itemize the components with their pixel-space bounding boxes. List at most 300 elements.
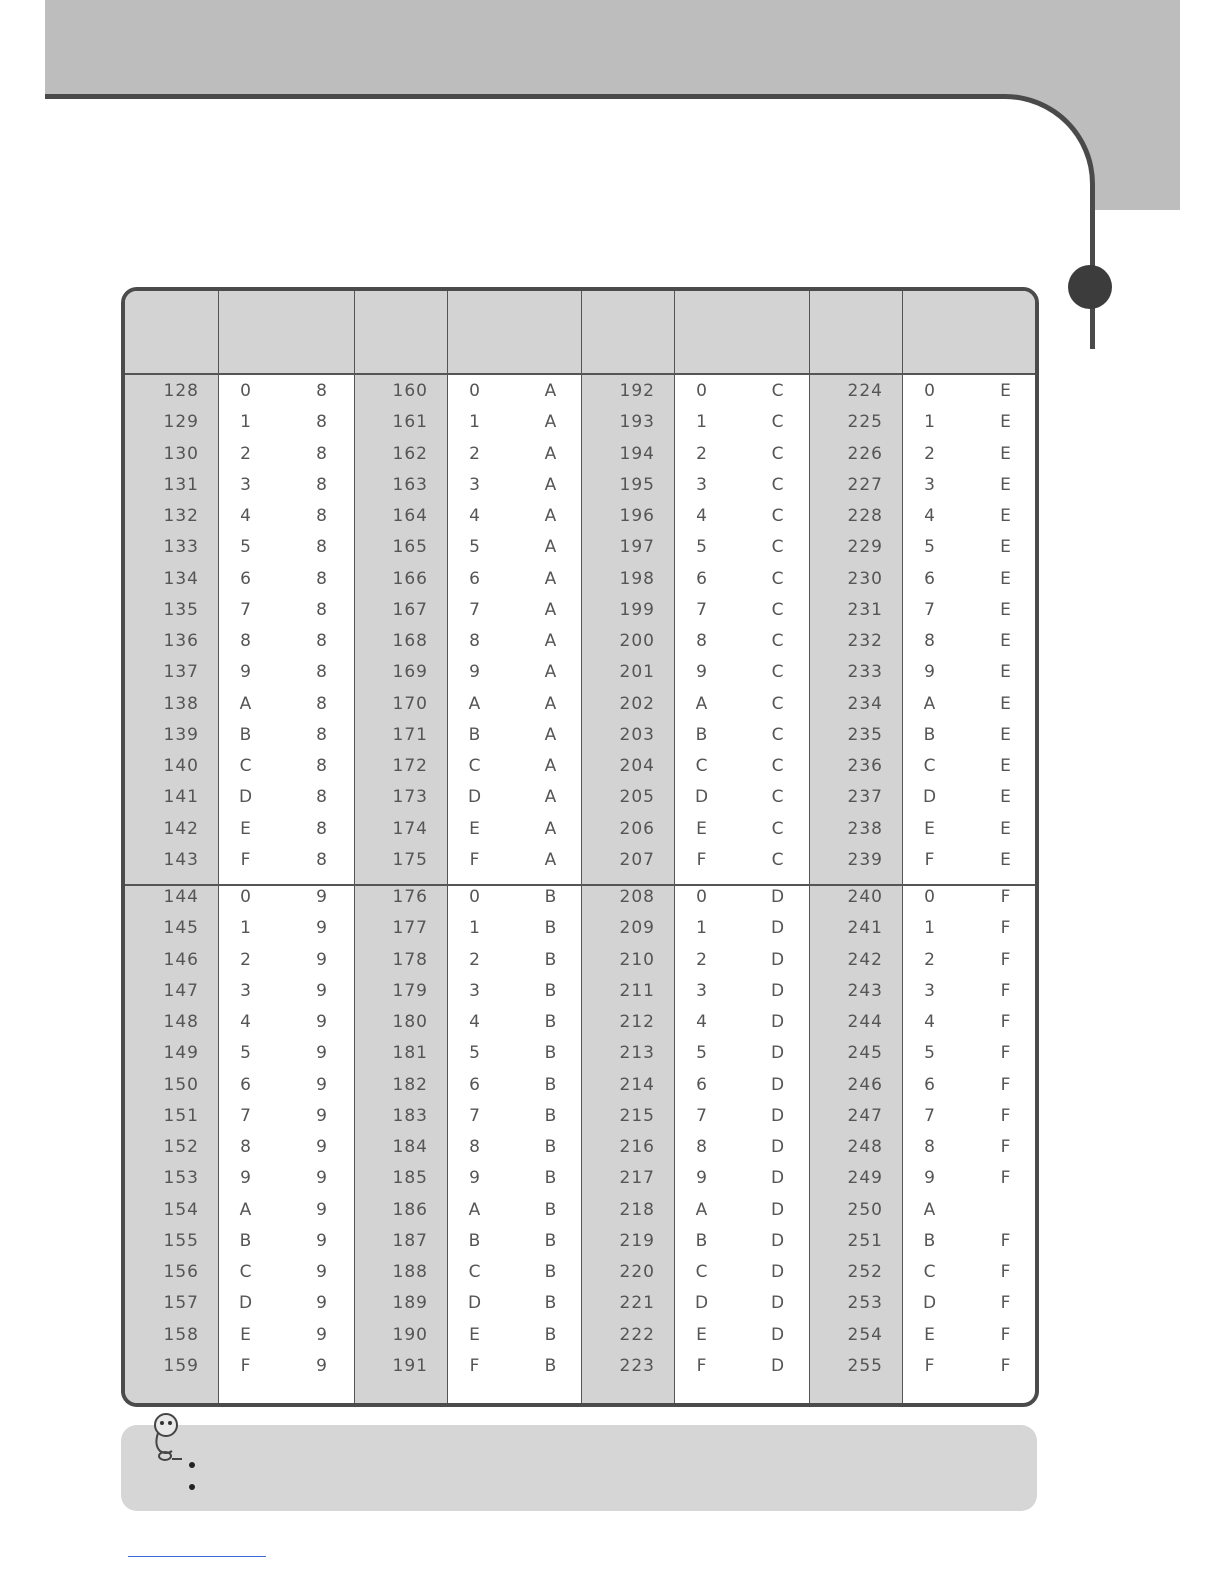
decimal-cell: 182 bbox=[392, 1074, 428, 1095]
decimal-cell: 252 bbox=[847, 1262, 883, 1282]
decimal-cell: 137 bbox=[163, 662, 199, 683]
decimal-cell: 195 bbox=[619, 474, 655, 495]
hex-cell: 6 bbox=[696, 1074, 708, 1095]
hex-cell: D bbox=[694, 1293, 710, 1314]
hex-cell: B bbox=[239, 1230, 253, 1251]
decimal-cell: 206 bbox=[619, 818, 655, 839]
hex-cell: A bbox=[923, 693, 937, 714]
hex-cell: 8 bbox=[316, 662, 328, 683]
hex-cell: 8 bbox=[696, 631, 708, 651]
hex-cell: E bbox=[1000, 599, 1012, 620]
hex-cell: C bbox=[771, 631, 785, 651]
hex-cell: B bbox=[544, 1168, 558, 1189]
decimal-cell: 242 bbox=[847, 949, 883, 970]
column-divider bbox=[902, 291, 903, 1403]
hex-cell: D bbox=[770, 918, 786, 939]
decimal-cell: 173 bbox=[392, 787, 428, 808]
decimal-cell: 142 bbox=[163, 818, 199, 839]
hex-cell: 7 bbox=[924, 599, 936, 620]
note-bullet bbox=[189, 1462, 195, 1468]
decimal-cell: 198 bbox=[619, 568, 655, 589]
hex-cell: E bbox=[1000, 849, 1012, 870]
hex-cell: 8 bbox=[469, 1137, 481, 1157]
hex-cell: F bbox=[1000, 1105, 1012, 1126]
decimal-cell: 226 bbox=[847, 443, 883, 464]
hex-cell: 9 bbox=[316, 1012, 328, 1032]
hex-cell: A bbox=[544, 506, 558, 526]
decimal-cell: 218 bbox=[619, 1199, 655, 1220]
decimal-cell: 188 bbox=[392, 1262, 428, 1282]
hex-cell: F bbox=[1000, 1043, 1012, 1064]
decimal-cell: 236 bbox=[847, 756, 883, 776]
hex-cell: F bbox=[1000, 1230, 1012, 1251]
hex-cell: 9 bbox=[924, 662, 936, 683]
hex-cell: 1 bbox=[240, 918, 252, 939]
hex-cell: 8 bbox=[316, 506, 328, 526]
decimal-cell: 224 bbox=[847, 381, 883, 401]
header-divider bbox=[447, 291, 448, 373]
hex-cell: C bbox=[771, 662, 785, 683]
hex-cell: 9 bbox=[316, 1137, 328, 1157]
hex-cell: F bbox=[240, 849, 252, 870]
decimal-cell: 187 bbox=[392, 1230, 428, 1251]
hex-cell: 7 bbox=[696, 1105, 708, 1126]
hex-cell: C bbox=[239, 1262, 253, 1282]
decimal-cell: 232 bbox=[847, 631, 883, 651]
decimal-cell: 201 bbox=[619, 662, 655, 683]
hex-cell: C bbox=[771, 412, 785, 433]
decimal-cell: 249 bbox=[847, 1168, 883, 1189]
hex-cell: 9 bbox=[316, 1230, 328, 1251]
decimal-cell: 248 bbox=[847, 1137, 883, 1157]
hex-cell: C bbox=[771, 756, 785, 776]
hex-cell: 5 bbox=[469, 537, 481, 558]
footer-line bbox=[128, 1556, 266, 1557]
hex-cell: D bbox=[770, 1043, 786, 1064]
hex-cell: 0 bbox=[924, 887, 936, 907]
hex-cell: A bbox=[695, 693, 709, 714]
decimal-cell: 128 bbox=[163, 381, 199, 401]
decimal-cell: 219 bbox=[619, 1230, 655, 1251]
column-divider bbox=[674, 291, 675, 1403]
hex-cell: A bbox=[239, 693, 253, 714]
hex-cell: A bbox=[544, 756, 558, 776]
decimal-cell: 156 bbox=[163, 1262, 199, 1282]
hex-cell: 9 bbox=[696, 662, 708, 683]
decimal-cell: 227 bbox=[847, 474, 883, 495]
decimal-cell: 217 bbox=[619, 1168, 655, 1189]
hex-cell: D bbox=[694, 787, 710, 808]
decimal-cell: 216 bbox=[619, 1137, 655, 1157]
decimal-cell: 135 bbox=[163, 599, 199, 620]
mid-rule bbox=[125, 884, 1035, 886]
hex-cell: E bbox=[1000, 568, 1012, 589]
decimal-cell: 134 bbox=[163, 568, 199, 589]
hex-cell: D bbox=[770, 980, 786, 1001]
hex-cell: F bbox=[1000, 1262, 1012, 1282]
hex-cell: B bbox=[544, 1105, 558, 1126]
mascot-icon bbox=[146, 1411, 186, 1471]
hex-cell: C bbox=[771, 443, 785, 464]
hex-cell: 0 bbox=[696, 381, 708, 401]
decimal-cell: 181 bbox=[392, 1043, 428, 1064]
hex-cell: F bbox=[1000, 1355, 1012, 1376]
decimal-cell: 213 bbox=[619, 1043, 655, 1064]
hex-cell: 8 bbox=[316, 381, 328, 401]
decimal-cell: 144 bbox=[163, 887, 199, 907]
hex-cell: 1 bbox=[696, 412, 708, 433]
hex-cell: F bbox=[240, 1355, 252, 1376]
chapter-dot bbox=[1068, 265, 1112, 309]
hex-cell: 8 bbox=[924, 1137, 936, 1157]
hex-cell: C bbox=[923, 1262, 937, 1282]
decimal-cell: 253 bbox=[847, 1293, 883, 1314]
hex-cell: 1 bbox=[924, 918, 936, 939]
hex-cell: D bbox=[770, 1168, 786, 1189]
code-table bbox=[121, 287, 1039, 1407]
decimal-cell: 211 bbox=[619, 980, 655, 1001]
decimal-cell: 208 bbox=[619, 887, 655, 907]
hex-cell: A bbox=[544, 787, 558, 808]
hex-cell: 2 bbox=[696, 443, 708, 464]
hex-cell: F bbox=[1000, 1293, 1012, 1314]
decimal-cell: 251 bbox=[847, 1230, 883, 1251]
hex-cell: E bbox=[1000, 724, 1012, 745]
hex-cell: 1 bbox=[469, 918, 481, 939]
hex-cell: 9 bbox=[316, 1262, 328, 1282]
hex-cell: F bbox=[1000, 1012, 1012, 1032]
hex-cell: A bbox=[544, 693, 558, 714]
decimal-cell: 160 bbox=[392, 381, 428, 401]
hex-cell: 9 bbox=[240, 1168, 252, 1189]
hex-cell: 3 bbox=[924, 980, 936, 1001]
hex-cell: 3 bbox=[469, 980, 481, 1001]
hex-cell: 9 bbox=[316, 1043, 328, 1064]
column-divider bbox=[809, 291, 810, 1403]
hex-cell: 5 bbox=[240, 537, 252, 558]
decimal-cell: 209 bbox=[619, 918, 655, 939]
decimal-cell: 186 bbox=[392, 1199, 428, 1220]
hex-cell: B bbox=[544, 1230, 558, 1251]
hex-cell: D bbox=[238, 787, 254, 808]
hex-cell: 4 bbox=[924, 1012, 936, 1032]
hex-cell: D bbox=[770, 949, 786, 970]
hex-cell: E bbox=[1000, 787, 1012, 808]
hex-cell: 5 bbox=[240, 1043, 252, 1064]
hex-cell: D bbox=[922, 1293, 938, 1314]
hex-cell: 3 bbox=[240, 474, 252, 495]
hex-cell: A bbox=[695, 1199, 709, 1220]
decimal-cell: 149 bbox=[163, 1043, 199, 1064]
hex-cell: E bbox=[924, 1324, 936, 1345]
decimal-cell: 189 bbox=[392, 1293, 428, 1314]
hex-cell: A bbox=[544, 412, 558, 433]
decimal-cell: 235 bbox=[847, 724, 883, 745]
note-bullet bbox=[189, 1484, 195, 1490]
hex-cell: D bbox=[467, 787, 483, 808]
hex-cell: 0 bbox=[469, 887, 481, 907]
hex-cell: 6 bbox=[240, 1074, 252, 1095]
hex-cell: 9 bbox=[316, 1199, 328, 1220]
hex-cell: 4 bbox=[240, 1012, 252, 1032]
decimal-cell: 133 bbox=[163, 537, 199, 558]
hex-cell: 2 bbox=[696, 949, 708, 970]
hex-cell: B bbox=[544, 887, 558, 907]
hex-cell: 9 bbox=[316, 1293, 328, 1314]
decimal-cell: 205 bbox=[619, 787, 655, 808]
hex-cell: 7 bbox=[924, 1105, 936, 1126]
decimal-cell: 138 bbox=[163, 693, 199, 714]
hex-cell: 8 bbox=[240, 631, 252, 651]
hex-cell: E bbox=[1000, 537, 1012, 558]
hex-cell: 8 bbox=[316, 412, 328, 433]
decimal-cell: 170 bbox=[392, 693, 428, 714]
decimal-cell: 221 bbox=[619, 1293, 655, 1314]
decimal-cell: 222 bbox=[619, 1324, 655, 1345]
hex-cell: C bbox=[771, 474, 785, 495]
hex-cell: D bbox=[238, 1293, 254, 1314]
hex-cell: 3 bbox=[469, 474, 481, 495]
hex-cell: C bbox=[695, 1262, 709, 1282]
decimal-cell: 172 bbox=[392, 756, 428, 776]
hex-cell: 7 bbox=[240, 1105, 252, 1126]
decimal-cell: 212 bbox=[619, 1012, 655, 1032]
hex-cell: 4 bbox=[924, 506, 936, 526]
decimal-cell: 131 bbox=[163, 474, 199, 495]
header-rule bbox=[125, 373, 1035, 375]
decimal-cell: 164 bbox=[392, 506, 428, 526]
hex-cell: C bbox=[771, 537, 785, 558]
hex-cell: C bbox=[239, 756, 253, 776]
hex-cell: 0 bbox=[469, 381, 481, 401]
decimal-cell: 239 bbox=[847, 849, 883, 870]
hex-cell: 4 bbox=[696, 1012, 708, 1032]
hex-cell: B bbox=[544, 1324, 558, 1345]
hex-cell: D bbox=[770, 1012, 786, 1032]
hex-cell: 1 bbox=[240, 412, 252, 433]
column-divider bbox=[581, 291, 582, 1403]
hex-cell: 0 bbox=[924, 381, 936, 401]
hex-cell: 8 bbox=[316, 818, 328, 839]
hex-cell: 8 bbox=[316, 599, 328, 620]
hex-cell: F bbox=[1000, 1168, 1012, 1189]
hex-cell: B bbox=[468, 724, 482, 745]
hex-cell: 8 bbox=[316, 537, 328, 558]
hex-cell: E bbox=[240, 818, 252, 839]
hex-cell: E bbox=[1000, 381, 1012, 401]
hex-cell: F bbox=[924, 849, 936, 870]
hex-cell: B bbox=[239, 724, 253, 745]
hex-cell: 5 bbox=[469, 1043, 481, 1064]
hex-cell: C bbox=[771, 849, 785, 870]
decimal-cell: 148 bbox=[163, 1012, 199, 1032]
hex-cell: 7 bbox=[469, 599, 481, 620]
decimal-cell: 155 bbox=[163, 1230, 199, 1251]
hex-cell: 9 bbox=[316, 1074, 328, 1095]
decimal-cell: 202 bbox=[619, 693, 655, 714]
hex-cell: D bbox=[770, 1324, 786, 1345]
hex-cell: 7 bbox=[696, 599, 708, 620]
hex-cell: E bbox=[1000, 631, 1012, 651]
decimal-cell: 169 bbox=[392, 662, 428, 683]
hex-cell: A bbox=[468, 693, 482, 714]
hex-cell: D bbox=[922, 787, 938, 808]
decimal-cell: 247 bbox=[847, 1105, 883, 1126]
hex-cell: 9 bbox=[469, 662, 481, 683]
hex-cell: F bbox=[1000, 1137, 1012, 1157]
hex-cell: D bbox=[770, 1199, 786, 1220]
hex-cell: 9 bbox=[316, 949, 328, 970]
decimal-cell: 152 bbox=[163, 1137, 199, 1157]
hex-cell: 5 bbox=[696, 1043, 708, 1064]
hex-cell: 8 bbox=[316, 443, 328, 464]
decimal-cell: 140 bbox=[163, 756, 199, 776]
hex-cell: F bbox=[469, 849, 481, 870]
hex-cell: C bbox=[468, 1262, 482, 1282]
decimal-cell: 185 bbox=[392, 1168, 428, 1189]
hex-cell: E bbox=[696, 1324, 708, 1345]
hex-cell: F bbox=[1000, 887, 1012, 907]
hex-cell: F bbox=[924, 1355, 936, 1376]
decimal-cell: 143 bbox=[163, 849, 199, 870]
hex-cell: B bbox=[544, 1012, 558, 1032]
hex-cell: A bbox=[544, 599, 558, 620]
hex-cell: D bbox=[770, 1137, 786, 1157]
hex-cell: A bbox=[239, 1199, 253, 1220]
decimal-cell: 147 bbox=[163, 980, 199, 1001]
decimal-cell: 151 bbox=[163, 1105, 199, 1126]
hex-cell: 6 bbox=[469, 568, 481, 589]
hex-cell: 8 bbox=[316, 849, 328, 870]
hex-cell: 1 bbox=[924, 412, 936, 433]
decimal-cell: 250 bbox=[847, 1199, 883, 1220]
hex-cell: F bbox=[1000, 949, 1012, 970]
hex-cell: E bbox=[240, 1324, 252, 1345]
decimal-cell: 240 bbox=[847, 887, 883, 907]
hex-cell: B bbox=[544, 949, 558, 970]
decimal-cell: 254 bbox=[847, 1324, 883, 1345]
hex-cell: A bbox=[544, 724, 558, 745]
decimal-cell: 163 bbox=[392, 474, 428, 495]
hex-cell: 1 bbox=[696, 918, 708, 939]
hex-cell: E bbox=[469, 1324, 481, 1345]
hex-cell: 9 bbox=[316, 1324, 328, 1345]
column-divider bbox=[218, 291, 219, 1403]
hex-cell: E bbox=[1000, 693, 1012, 714]
hex-cell: A bbox=[544, 849, 558, 870]
decimal-cell: 200 bbox=[619, 631, 655, 651]
header-divider bbox=[674, 291, 675, 373]
hex-cell: 2 bbox=[240, 949, 252, 970]
decimal-cell: 177 bbox=[392, 918, 428, 939]
decimal-cell: 129 bbox=[163, 412, 199, 433]
column-divider bbox=[447, 291, 448, 1403]
hex-cell: B bbox=[544, 1262, 558, 1282]
header-divider bbox=[809, 291, 810, 373]
decimal-cell: 130 bbox=[163, 443, 199, 464]
decimal-cell: 157 bbox=[163, 1293, 199, 1314]
hex-cell: B bbox=[544, 1355, 558, 1376]
hex-cell: 3 bbox=[696, 474, 708, 495]
hex-cell: 3 bbox=[240, 980, 252, 1001]
decimal-cell: 203 bbox=[619, 724, 655, 745]
decimal-cell: 183 bbox=[392, 1105, 428, 1126]
hex-cell: C bbox=[771, 693, 785, 714]
hex-cell: D bbox=[770, 1262, 786, 1282]
hex-cell: 8 bbox=[316, 474, 328, 495]
decimal-cell: 204 bbox=[619, 756, 655, 776]
hex-cell: A bbox=[544, 537, 558, 558]
hex-cell: E bbox=[1000, 412, 1012, 433]
hex-cell: B bbox=[544, 1199, 558, 1220]
hex-cell: 9 bbox=[316, 980, 328, 1001]
decimal-cell: 230 bbox=[847, 568, 883, 589]
decimal-cell: 229 bbox=[847, 537, 883, 558]
hex-cell: A bbox=[544, 818, 558, 839]
hex-cell: D bbox=[770, 887, 786, 907]
hex-cell: C bbox=[771, 599, 785, 620]
hex-cell: 8 bbox=[316, 693, 328, 714]
hex-cell: 0 bbox=[240, 887, 252, 907]
hex-cell: D bbox=[770, 1293, 786, 1314]
hex-cell: B bbox=[544, 980, 558, 1001]
decimal-cell: 237 bbox=[847, 787, 883, 808]
hex-cell: 2 bbox=[924, 949, 936, 970]
hex-cell: C bbox=[923, 756, 937, 776]
decimal-cell: 220 bbox=[619, 1262, 655, 1282]
hex-cell: D bbox=[467, 1293, 483, 1314]
hex-cell: 4 bbox=[240, 506, 252, 526]
hex-cell: A bbox=[544, 631, 558, 651]
hex-cell: C bbox=[771, 568, 785, 589]
hex-cell: C bbox=[771, 787, 785, 808]
hex-cell: 4 bbox=[469, 1012, 481, 1032]
decimal-cell: 207 bbox=[619, 849, 655, 870]
hex-cell: B bbox=[695, 1230, 709, 1251]
decimal-cell: 165 bbox=[392, 537, 428, 558]
hex-cell: 9 bbox=[696, 1168, 708, 1189]
hex-cell: 8 bbox=[240, 1137, 252, 1157]
hex-cell: A bbox=[544, 474, 558, 495]
hex-cell: B bbox=[468, 1230, 482, 1251]
hex-cell: 2 bbox=[240, 443, 252, 464]
hex-cell: B bbox=[923, 724, 937, 745]
decimal-cell: 153 bbox=[163, 1168, 199, 1189]
hex-cell: 6 bbox=[924, 568, 936, 589]
hex-cell: D bbox=[770, 1355, 786, 1376]
decimal-cell: 228 bbox=[847, 506, 883, 526]
decimal-cell: 168 bbox=[392, 631, 428, 651]
hex-cell: 8 bbox=[469, 631, 481, 651]
hex-cell: C bbox=[771, 506, 785, 526]
hex-cell: E bbox=[1000, 818, 1012, 839]
decimal-cell: 214 bbox=[619, 1074, 655, 1095]
hex-cell: D bbox=[770, 1074, 786, 1095]
hex-cell: 5 bbox=[696, 537, 708, 558]
hex-cell: 6 bbox=[240, 568, 252, 589]
decimal-cell: 179 bbox=[392, 980, 428, 1001]
hex-cell: F bbox=[696, 1355, 708, 1376]
hex-cell: 2 bbox=[469, 443, 481, 464]
decimal-cell: 161 bbox=[392, 412, 428, 433]
hex-cell: F bbox=[1000, 1074, 1012, 1095]
hex-cell: 8 bbox=[316, 724, 328, 745]
hex-cell: 4 bbox=[696, 506, 708, 526]
decimal-cell: 243 bbox=[847, 980, 883, 1001]
hex-cell: 6 bbox=[696, 568, 708, 589]
hex-cell: 9 bbox=[316, 1168, 328, 1189]
hex-cell: D bbox=[770, 1230, 786, 1251]
